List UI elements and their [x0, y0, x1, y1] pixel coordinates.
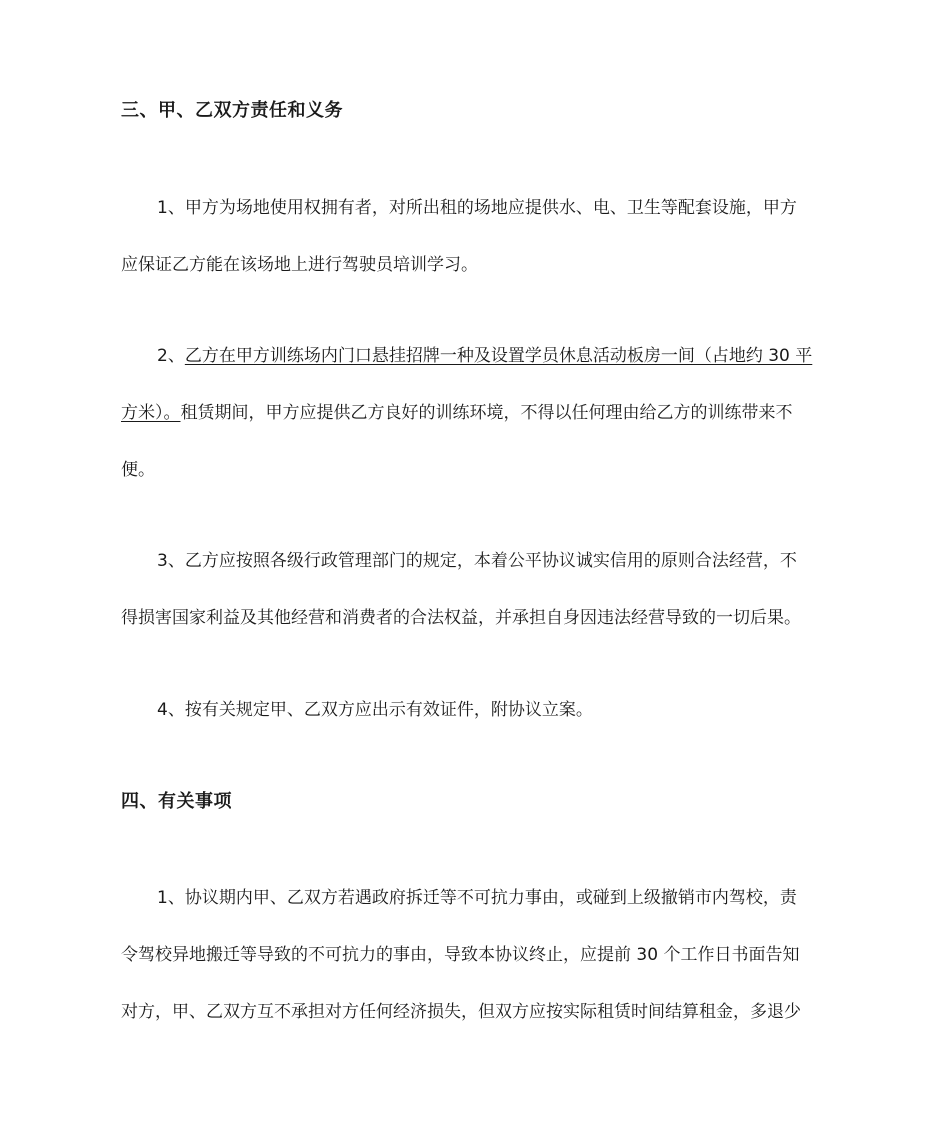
section-3-item-4-line-1: 4、按有关规定甲、乙双方应出示有效证件，附协议立案。: [157, 700, 593, 720]
item-2-underlined-text-1: 乙方在甲方训练场内门口悬挂招牌一种及设置学员休息活动板房一间（占地约 30 平: [184, 346, 813, 366]
item-2-underlined-text-2: 方米）。: [121, 403, 181, 423]
section-3-item-3-line-1: 3、乙方应按照各级行政管理部门的规定，本着公平协议诚实信用的原则合法经营，不: [157, 551, 797, 571]
item-2-rest-text: 租赁期间，甲方应提供乙方良好的训练环境，不得以任何理由给乙方的训练带来不: [180, 403, 793, 423]
section-4-item-1-line-1: 1、协议期内甲、乙双方若遇政府拆迁等不可抗力事由，或碰到上级撤销市内驾校，责: [157, 888, 797, 908]
section-3-item-1-line-2: 应保证乙方能在该场地上进行驾驶员培训学习。: [121, 255, 478, 275]
section-4-heading: 四、有关事项: [121, 791, 232, 812]
section-3-item-2-line-2: [121, 401, 861, 425]
section-3-item-2-line-1: [157, 344, 857, 368]
section-3-item-3-line-2: 得损害国家利益及其他经营和消费者的合法权益，并承担自身因违法经营导致的一切后果。: [121, 608, 801, 628]
section-4-item-1-line-3: 对方，甲、乙双方互不承担对方任何经济损失，但双方应按实际租赁时间结算租金，多退少: [121, 1002, 801, 1022]
item-2-number: 2、: [157, 346, 185, 366]
section-3-heading: 三、甲、乙双方责任和义务: [121, 100, 343, 121]
section-3-item-2-line-3: 便。: [121, 460, 155, 480]
section-4-item-1-line-2: 令驾校异地搬迁等导致的不可抗力的事由，导致本协议终止，应提前 30 个工作日书面告知: [121, 945, 800, 965]
section-3-item-1-line-1: 1、甲方为场地使用权拥有者，对所出租的场地应提供水、电、卫生等配套设施，甲方: [157, 198, 797, 218]
